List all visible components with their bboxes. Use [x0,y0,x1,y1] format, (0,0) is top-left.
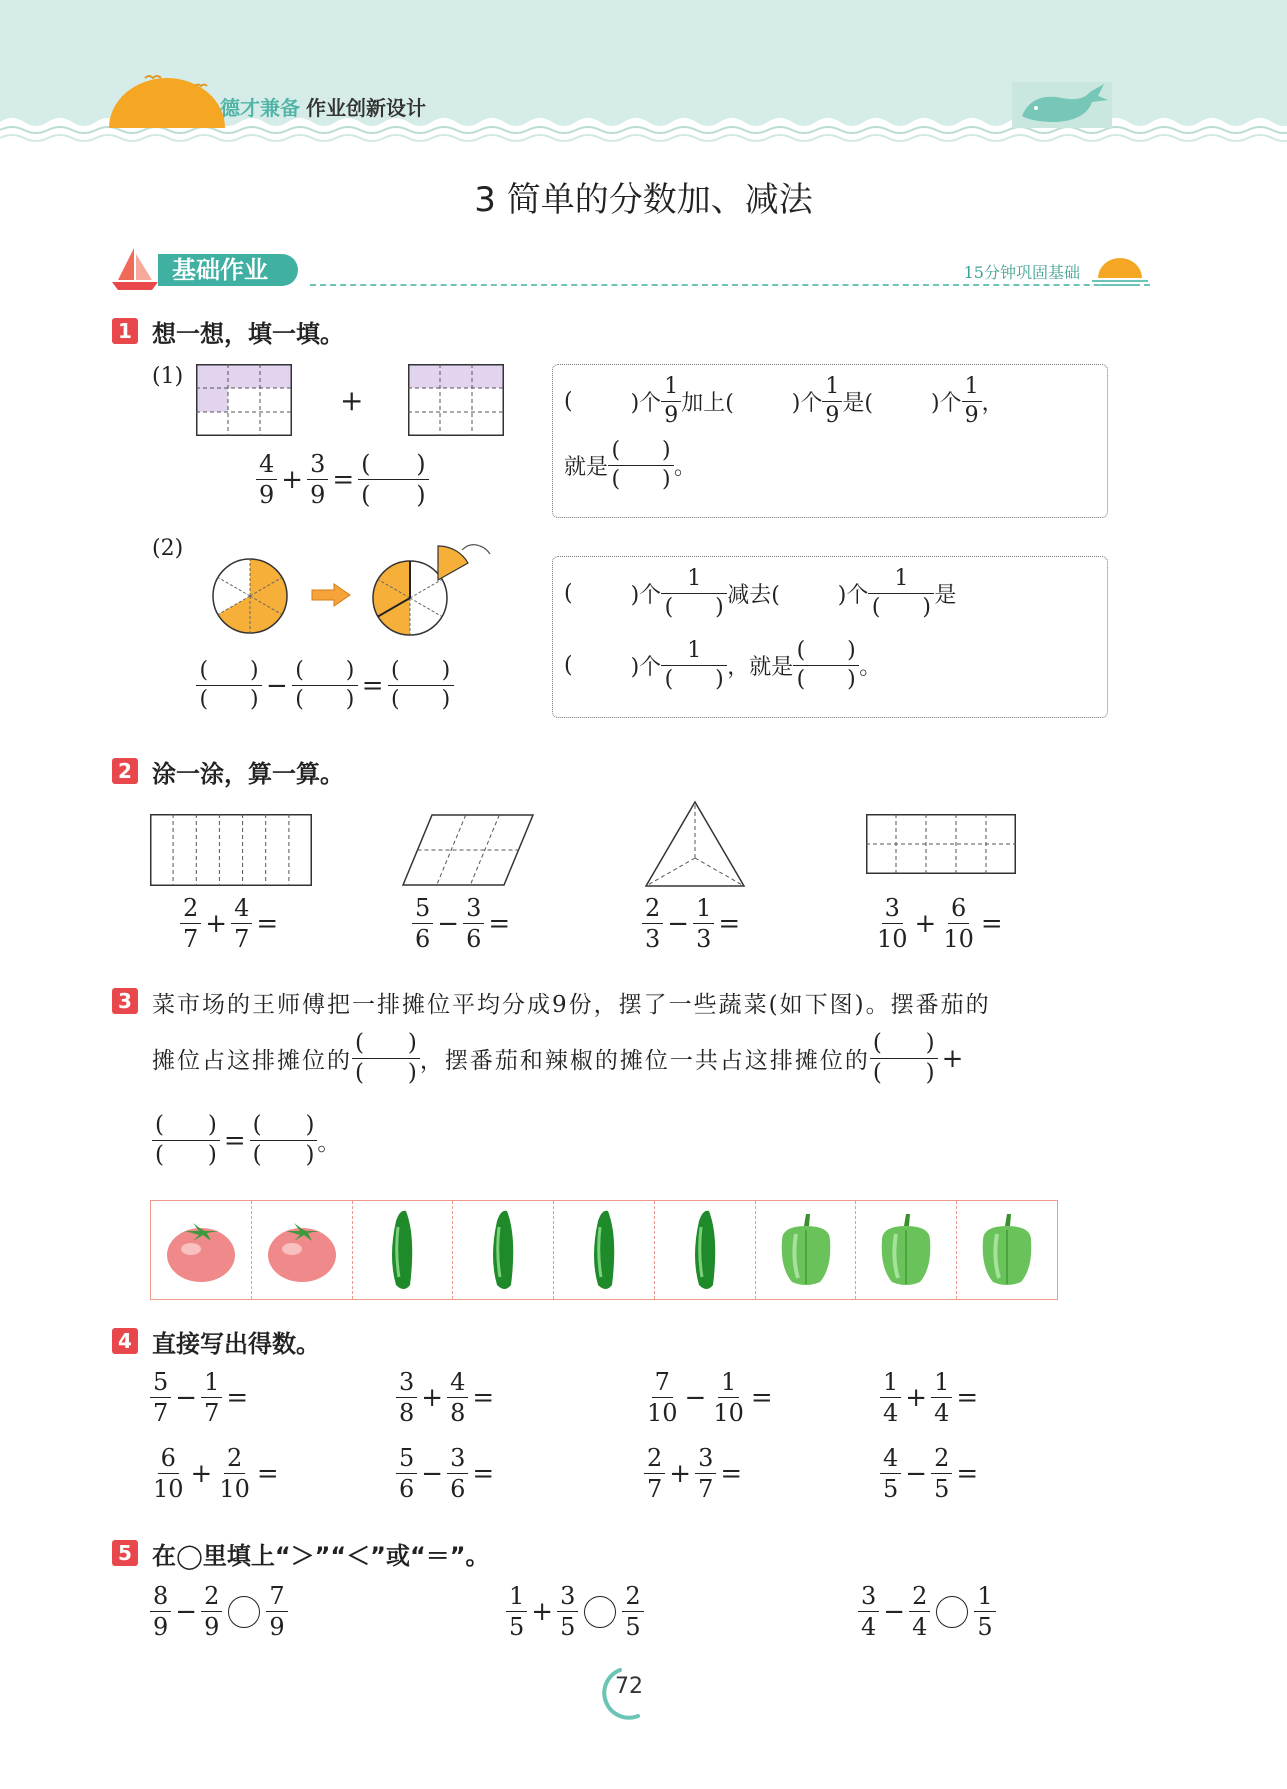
equation-part-2: $\frac{( )}{( )}$ − $\frac{( )}{( )}$ = $\frac{( )}{( )}$ [196,660,454,711]
question-number-2: 2 [112,758,138,784]
stall-cucumber [655,1201,756,1299]
page-number: 72 [615,1674,643,1699]
q4-expression-6: $\frac{5}{6}$ − $\frac{3}{6}$ = [396,1446,498,1501]
question-1-text: 想一想，填一填。 [152,320,344,348]
blank-fraction-c[interactable]: $\frac{( )}{( )}$ [388,660,454,711]
brand-green: 德才兼备 [220,96,300,120]
part-1-label: (1) [152,364,184,389]
compare-circle[interactable] [584,1596,616,1628]
stall-tomato [252,1201,353,1299]
q4-expression-5: $\frac{6}{10}$ + $\frac{2}{10}$ = [153,1444,279,1503]
equation-part-1: $\frac{4}{9}$ + $\frac{3}{9}$ = $\frac{( )}{( )}$ [256,452,429,507]
q4-expression-7: $\frac{2}{7}$ + $\frac{3}{7}$ = [644,1446,746,1501]
blank-fraction-a[interactable]: $\frac{( )}{( )}$ [196,660,262,711]
stall-cucumber [554,1201,655,1299]
brand [220,92,426,121]
stall-pepper [756,1201,857,1299]
plus-sign: + [340,384,364,417]
q3-line2: 摊位占这排摊位的 $\frac{( )}{( )}$ ，摆番茄和辣椒的摊位一共占这排摊位的 $\frac{( )}{( )}$ + [152,1030,966,1086]
q4-expression-8: $\frac{4}{5}$ − $\frac{2}{5}$ = [880,1446,982,1501]
section-subtitle: 15分钟巩固基础 [963,263,1080,282]
parallelogram-sixths[interactable] [402,814,534,886]
triangle-thirds[interactable] [644,800,746,888]
part-2-label: (2) [152,536,184,561]
stall-cucumber [453,1201,554,1299]
box2-line1: ( )个 $\frac{1}{( )}$ 减去( )个 $\frac{1}{( )}$ 是 [564,566,957,620]
tomato-icon [163,1215,239,1285]
q3-blank-3[interactable]: $\frac{( )}{( )}$ [152,1114,220,1167]
grid-three-ninths [408,364,504,436]
box1-line2: 就是 $\frac{( )}{( )}$ 。 [564,438,697,492]
q5-comparison-2: $\frac{1}{5}$ + $\frac{3}{5}$ $\frac{2}{5}$ [506,1584,644,1639]
sunset-icon [1090,250,1150,286]
vegetable-stalls [150,1200,1058,1300]
box2-line2: ( )个 $\frac{1}{( )}$ ，就是 $\frac{( )}{( )}$ 。 [564,638,882,692]
rectangle-tenths[interactable] [866,814,1016,874]
question-5-text: 在◯里填上“＞”“＜”或“＝”。 [152,1542,490,1570]
cucumber-icon [685,1207,725,1293]
q5-comparison-3: $\frac{3}{4}$ − $\frac{2}{4}$ $\frac{1}{5}$ [858,1584,996,1639]
question-4-text: 直接写出得数。 [152,1330,320,1358]
brand-black: 作业创新设计 [306,96,426,120]
rectangle-sevenths[interactable] [150,814,312,886]
q3-line1: 菜市场的王师傅把一排摊位平均分成9份，摆了一些蔬菜(如下图)。摆番茄的 [152,992,991,1018]
q3-blank-2[interactable]: $\frac{( )}{( )}$ [870,1032,938,1085]
question-2-text: 涂一涂，算一算。 [152,760,344,788]
pepper-icon [975,1210,1039,1290]
stall-cucumber [353,1201,454,1299]
q3-blank-1[interactable]: $\frac{( )}{( )}$ [352,1032,420,1085]
whale-icon [1012,78,1112,128]
question-number-3: 3 [112,988,138,1014]
box1-line1: ( )个 $\frac{1}{9}$ 加上( )个 $\frac{1}{9}$ 是( )个 $\frac{1}{9}$ ， [564,374,1004,428]
cucumber-icon [584,1207,624,1293]
answer-fraction-blank[interactable]: $\frac{( )}{( )}$ [358,452,429,507]
q4-expression-3: $\frac{7}{10}$ − $\frac{1}{10}$ = [647,1368,773,1427]
stall-pepper [957,1201,1057,1299]
pizza-slice-taken [370,540,500,640]
q3-blank-4[interactable]: $\frac{( )}{( )}$ [250,1114,318,1167]
cucumber-icon [483,1207,523,1293]
cucumber-icon [382,1207,422,1293]
q5-comparison-1: $\frac{8}{9}$ − $\frac{2}{9}$ $\frac{7}{9}$ [150,1584,288,1639]
question-number-1: 1 [112,318,138,344]
stall-pepper [856,1201,957,1299]
box1-answer-blank[interactable]: $\frac{( )}{( )}$ [608,440,674,491]
pepper-icon [874,1210,938,1290]
q2-expression-4: $\frac{3}{10}$ + $\frac{6}{10}$ = [877,894,1003,953]
compare-circle[interactable] [936,1596,968,1628]
q4-expression-2: $\frac{3}{8}$ + $\frac{4}{8}$ = [396,1370,498,1425]
q2-expression-1: $\frac{2}{7}$ + $\frac{4}{7}$ = [180,896,282,951]
stall-tomato [151,1201,252,1299]
page-title: 3 简单的分数加、减法 [474,180,813,220]
section-divider [310,284,1150,286]
sailboat-icon [110,246,160,292]
question-number-4: 4 [112,1328,138,1354]
pepper-icon [774,1210,838,1290]
arrow-right-icon [310,582,352,608]
q2-expression-2: $\frac{5}{6}$ − $\frac{3}{6}$ = [412,896,514,951]
tomato-icon [264,1215,340,1285]
section-header [110,246,1150,292]
q4-expression-1: $\frac{5}{7}$ − $\frac{1}{7}$ = [150,1370,252,1425]
blank-fraction-b[interactable]: $\frac{( )}{( )}$ [292,660,358,711]
sun-icon [105,72,229,132]
grid-four-ninths [196,364,292,436]
question-number-5: 5 [112,1540,138,1566]
box2-answer-blank[interactable]: $\frac{( )}{( )}$ [793,640,859,691]
q2-expression-3: $\frac{2}{3}$ − $\frac{1}{3}$ = [642,896,744,951]
section-label: 基础作业 [158,254,298,286]
compare-circle[interactable] [228,1596,260,1628]
q4-expression-4: $\frac{1}{4}$ + $\frac{1}{4}$ = [880,1370,982,1425]
pizza-whole [210,556,290,636]
q3-line3: $\frac{( )}{( )}$ = $\frac{( )}{( )}$ 。 [152,1114,340,1167]
